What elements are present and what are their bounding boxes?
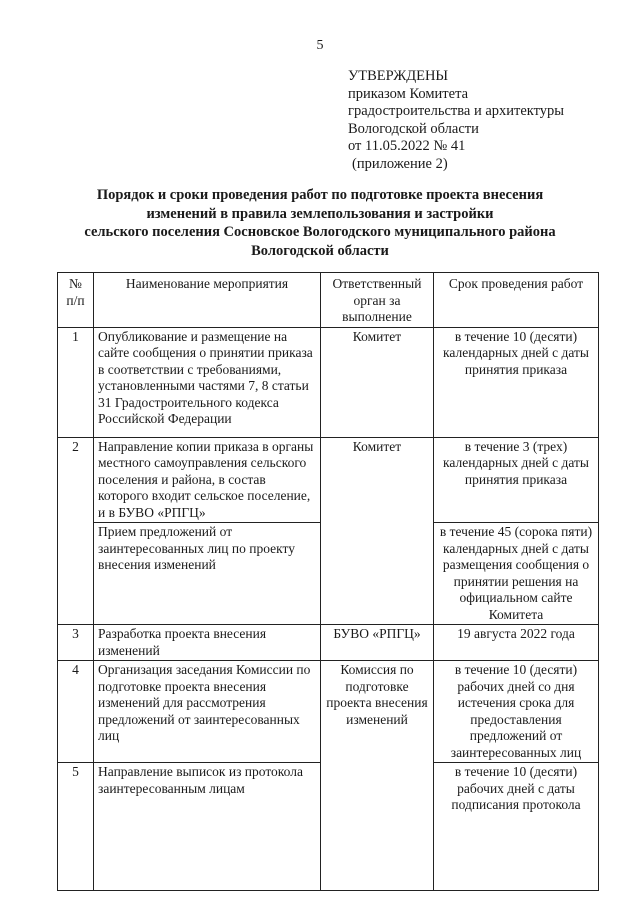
row-num: 4 xyxy=(58,661,94,763)
table-header-row xyxy=(58,273,599,328)
document-title xyxy=(40,186,600,260)
table-row xyxy=(58,625,599,661)
schedule-table xyxy=(57,272,599,891)
row-responsible: Комитет xyxy=(321,327,434,437)
row-num: 2 xyxy=(58,437,94,625)
row-name: Направление копии приказа в органы местного самоуправления сельского поселения и района, в состав которого входит сельское поселение, и в БУВО «РПГЦ» xyxy=(94,437,321,523)
row-term: в течение 10 (десяти) календарных дней с даты принятия приказа xyxy=(434,327,599,437)
approval-line: от 11.05.2022 № 41 xyxy=(348,138,466,154)
header-term: Срок проведения работ xyxy=(434,273,599,328)
page-number: 5 xyxy=(316,38,324,53)
approval-block xyxy=(348,68,564,173)
row-term: в течение 45 (сорока пяти) календарных дней с даты размещения сообщения о принятии решения на официальном сайте Комитета xyxy=(434,523,599,625)
table-row xyxy=(58,661,599,763)
row-term: в течение 10 (десяти) рабочих дней со дня истечения срока для предоставления предложений от заинтересованных лиц xyxy=(434,661,599,763)
approval-line: Вологодской области xyxy=(348,120,479,137)
row-responsible: Комитет xyxy=(321,437,434,625)
row-num: 1 xyxy=(58,327,94,437)
approval-line: приказом Комитета xyxy=(348,85,469,102)
approval-line: (приложение 2) xyxy=(352,155,448,172)
title-line: Порядок и сроки проведения работ по подготовке проекта внесения xyxy=(96,187,544,203)
row-num: 3 xyxy=(58,625,94,661)
table-row xyxy=(58,327,599,437)
approval-line: градостроительства и архитектуры xyxy=(348,103,565,119)
row-name: Направление выписок из протокола заинтересованным лицам xyxy=(94,763,321,891)
title-line: сельского поселения Сосновское Вологодского муниципального района xyxy=(84,224,556,240)
approval-line: УТВЕРЖДЕНЫ xyxy=(348,68,449,84)
row-name: Прием предложений от заинтересованных лиц по проекту внесения изменений xyxy=(94,523,321,625)
row-term: в течение 3 (трех) календарных дней с даты принятия приказа xyxy=(434,437,599,523)
header-responsible: Ответственный орган за выполнение xyxy=(321,273,434,328)
row-responsible: БУВО «РПГЦ» xyxy=(321,625,434,661)
row-name: Организация заседания Комиссии по подготовке проекта внесения изменений для рассмотрения предложений от заинтересованных лиц xyxy=(94,661,321,763)
title-line: изменений в правила землепользования и застройки xyxy=(146,205,494,222)
row-term: 19 августа 2022 года xyxy=(434,625,599,661)
row-num: 5 xyxy=(58,763,94,891)
header-name: Наименование мероприятия xyxy=(94,273,321,328)
table-row xyxy=(58,437,599,523)
row-term: в течение 10 (десяти) рабочих дней с даты подписания протокола xyxy=(434,763,599,891)
header-num: № п/п xyxy=(58,273,94,328)
row-name: Разработка проекта внесения изменений xyxy=(94,625,321,661)
row-name: Опубликование и размещение на сайте сообщения о принятии приказа в соответствии с требованиями, установленными частями 7, 8 статьи 31 Градостроительного кодекса Российской Федерации xyxy=(94,327,321,437)
row-responsible: Комиссия по подготовке проекта внесения изменений xyxy=(321,661,434,891)
title-line: Вологодской области xyxy=(251,242,389,259)
